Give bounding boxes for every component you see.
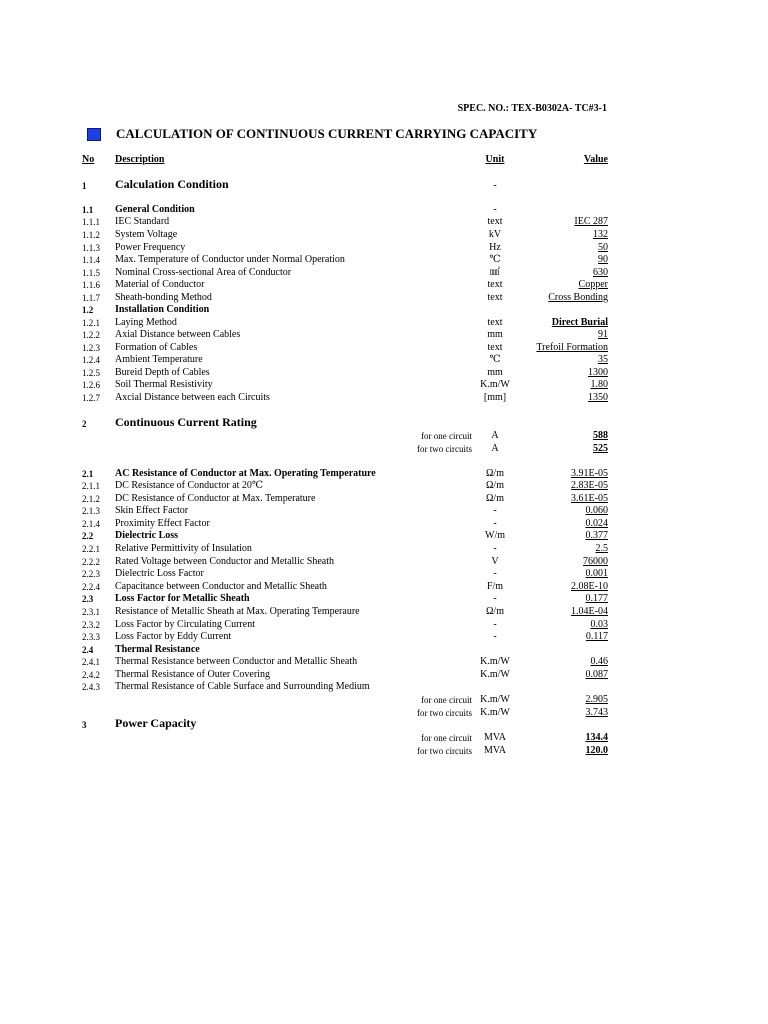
row-description: Resistance of Metallic Sheath at Max. Operating Temperaure bbox=[115, 606, 360, 617]
row-description: Calculation Condition bbox=[115, 177, 229, 191]
document-title: CALCULATION OF CONTINUOUS CURRENT CARRYING CAPACITY bbox=[116, 126, 538, 141]
row-number: 1.1.7 bbox=[82, 293, 100, 303]
row-description: Loss Factor by Circulating Current bbox=[115, 619, 255, 630]
row-description: Max. Temperature of Conductor under Normal Operation bbox=[115, 254, 345, 265]
row-number: 3 bbox=[82, 720, 87, 730]
row-number: 2.2.2 bbox=[82, 557, 100, 567]
row-value: 0.087 bbox=[585, 669, 608, 680]
row-unit: W/m bbox=[485, 530, 505, 541]
column-header-value: Value bbox=[583, 154, 608, 165]
row-value: Copper bbox=[578, 279, 608, 290]
row-value: 0.46 bbox=[590, 656, 608, 667]
row-description: Loss Factor by Eddy Current bbox=[115, 631, 232, 642]
row-number: 2.3.3 bbox=[82, 632, 100, 642]
table-row bbox=[0, 279, 768, 291]
row-unit: A bbox=[491, 443, 499, 454]
table-row bbox=[0, 518, 768, 530]
row-number: 1.1.1 bbox=[82, 217, 100, 227]
row-number: 1.2.1 bbox=[82, 318, 100, 328]
row-value: 2.83E-05 bbox=[571, 480, 608, 491]
row-number: 1.2 bbox=[82, 305, 94, 315]
row-description: General Condition bbox=[115, 204, 195, 215]
section-row bbox=[0, 716, 768, 731]
table-row bbox=[0, 669, 768, 681]
row-description: Material of Conductor bbox=[115, 279, 205, 290]
table-row bbox=[0, 468, 768, 480]
table-row bbox=[0, 694, 768, 706]
row-description: Ambient Temperature bbox=[115, 354, 203, 365]
row-unit: K.m/W bbox=[480, 669, 510, 680]
row-description: Axial Distance between Cables bbox=[115, 329, 241, 340]
table-row bbox=[0, 493, 768, 505]
row-unit: text bbox=[487, 342, 503, 353]
row-sub-label: for two circuits bbox=[417, 746, 472, 756]
table-row bbox=[0, 644, 768, 656]
row-unit: K.m/W bbox=[480, 379, 510, 390]
table-row bbox=[0, 379, 768, 391]
row-value: 630 bbox=[593, 267, 608, 278]
row-description: Formation of Cables bbox=[115, 342, 198, 353]
row-number: 2.1.2 bbox=[82, 494, 100, 504]
row-value: 1.04E-04 bbox=[571, 606, 608, 617]
row-number: 1.1.6 bbox=[82, 280, 100, 290]
row-value: 0.001 bbox=[585, 568, 608, 579]
row-value: 76000 bbox=[583, 556, 608, 567]
row-description: Loss Factor for Metallic Sheath bbox=[115, 593, 250, 604]
row-value: 0.060 bbox=[585, 505, 608, 516]
row-description: Thermal Resistance of Cable Surface and Surrounding Medium bbox=[115, 681, 370, 692]
row-value: 120.0 bbox=[585, 745, 608, 756]
row-description: Proximity Effect Factor bbox=[115, 518, 210, 529]
row-unit: Ω/m bbox=[486, 468, 504, 479]
table-row bbox=[0, 443, 768, 455]
column-header-description: Description bbox=[115, 154, 165, 165]
row-description: Installation Condition bbox=[115, 304, 210, 315]
row-description: System Voltage bbox=[115, 229, 178, 240]
row-sub-label: for two circuits bbox=[417, 708, 472, 718]
row-unit: A bbox=[491, 430, 499, 441]
row-value: IEC 287 bbox=[574, 216, 608, 227]
table-row bbox=[0, 204, 768, 216]
table-row bbox=[0, 745, 768, 757]
row-sub-label: for one circuit bbox=[421, 431, 472, 441]
row-number: 1.1.5 bbox=[82, 268, 100, 278]
row-description: Skin Effect Factor bbox=[115, 505, 189, 516]
row-number: 2.2.3 bbox=[82, 569, 100, 579]
row-description: Capacitance between Conductor and Metallic Sheath bbox=[115, 581, 327, 592]
row-value: 1350 bbox=[588, 392, 608, 403]
table-row bbox=[0, 505, 768, 517]
row-unit: - bbox=[493, 180, 497, 191]
row-value: 50 bbox=[598, 242, 608, 253]
row-number: 1.1.3 bbox=[82, 243, 100, 253]
row-number: 2.1.1 bbox=[82, 481, 100, 491]
row-unit: Ω/m bbox=[486, 606, 504, 617]
row-value: 525 bbox=[593, 443, 608, 454]
row-sub-label: for one circuit bbox=[421, 695, 472, 705]
row-unit: MVA bbox=[483, 732, 507, 743]
table-row bbox=[0, 267, 768, 279]
row-description: Soil Thermal Resistivity bbox=[115, 379, 213, 390]
row-unit: Ω/m bbox=[486, 493, 504, 504]
row-number: 1.2.7 bbox=[82, 393, 100, 403]
row-value: 3.91E-05 bbox=[571, 468, 608, 479]
row-value: 35 bbox=[598, 354, 608, 365]
row-value: 0.024 bbox=[585, 518, 608, 529]
row-number: 1.2.5 bbox=[82, 368, 100, 378]
row-value: Cross Bonding bbox=[548, 292, 608, 303]
table-row bbox=[0, 581, 768, 593]
table-row bbox=[0, 568, 768, 580]
row-unit: K.m/W bbox=[480, 694, 510, 705]
table-row bbox=[0, 732, 768, 744]
row-value: 0.117 bbox=[585, 631, 608, 642]
row-description: DC Resistance of Conductor at Max. Temperature bbox=[115, 493, 316, 504]
row-unit: text bbox=[487, 279, 503, 290]
row-unit: V bbox=[491, 556, 499, 567]
row-number: 2.2 bbox=[82, 531, 94, 541]
row-description: Bureid Depth of Cables bbox=[115, 367, 210, 378]
table-row bbox=[0, 367, 768, 379]
row-number: 2.2.4 bbox=[82, 582, 100, 592]
row-number: 1 bbox=[82, 181, 87, 191]
row-unit: text bbox=[487, 292, 503, 303]
row-unit: - bbox=[493, 619, 497, 630]
table-row bbox=[0, 242, 768, 254]
row-unit: - bbox=[493, 568, 497, 579]
table-row bbox=[0, 317, 768, 329]
row-unit: ㎟ bbox=[490, 267, 500, 278]
table-row bbox=[0, 681, 768, 693]
row-number: 1.1 bbox=[82, 205, 94, 215]
row-value: Direct Burial bbox=[551, 317, 608, 328]
row-unit: K.m/W bbox=[480, 707, 510, 718]
row-unit: kV bbox=[488, 229, 502, 240]
table-row bbox=[0, 631, 768, 643]
row-unit: - bbox=[493, 593, 497, 604]
row-number: 2.3 bbox=[82, 594, 94, 604]
row-value: 0.377 bbox=[585, 530, 608, 541]
row-number: 2.4.1 bbox=[82, 657, 100, 667]
row-description: Dielectric Loss bbox=[115, 530, 179, 541]
section-row bbox=[0, 415, 768, 430]
row-unit: - bbox=[493, 505, 497, 516]
row-unit: [mm] bbox=[483, 392, 507, 403]
row-sub-label: for two circuits bbox=[417, 444, 472, 454]
row-unit: text bbox=[487, 317, 503, 328]
table-row bbox=[0, 229, 768, 241]
table-row bbox=[0, 354, 768, 366]
table-row bbox=[0, 216, 768, 228]
row-value: 1300 bbox=[588, 367, 608, 378]
row-unit: MVA bbox=[483, 745, 507, 756]
table-row bbox=[0, 593, 768, 605]
table-row bbox=[0, 329, 768, 341]
row-description: Laying Method bbox=[115, 317, 177, 328]
row-description: Power Capacity bbox=[115, 716, 197, 730]
table-row bbox=[0, 656, 768, 668]
row-number: 1.1.2 bbox=[82, 230, 100, 240]
row-unit: mm bbox=[487, 329, 503, 340]
row-description: Axcial Distance between each Circuits bbox=[115, 392, 270, 403]
table-row bbox=[0, 292, 768, 304]
section-row bbox=[0, 177, 768, 192]
row-unit: Ω/m bbox=[486, 480, 504, 491]
row-value: 3.743 bbox=[585, 707, 608, 718]
table-row bbox=[0, 530, 768, 542]
title-row bbox=[87, 126, 538, 142]
row-unit: K.m/W bbox=[480, 656, 510, 667]
table-row bbox=[0, 430, 768, 442]
row-value: 2.08E-10 bbox=[571, 581, 608, 592]
row-number: 1.2.4 bbox=[82, 355, 100, 365]
table-row bbox=[0, 480, 768, 492]
table-row bbox=[0, 254, 768, 266]
row-description: IEC Standard bbox=[115, 216, 170, 227]
row-value: 588 bbox=[593, 430, 608, 441]
row-number: 2.3.2 bbox=[82, 620, 100, 630]
row-unit: - bbox=[493, 543, 497, 554]
row-description: Continuous Current Rating bbox=[115, 415, 257, 429]
row-description: Relative Permittivity of Insulation bbox=[115, 543, 252, 554]
table-row bbox=[0, 304, 768, 316]
row-sub-label: for one circuit bbox=[421, 733, 472, 743]
row-number: 1.2.2 bbox=[82, 330, 100, 340]
row-unit: Hz bbox=[489, 242, 501, 253]
row-value: 91 bbox=[598, 329, 608, 340]
blue-square-icon bbox=[87, 128, 101, 141]
table-row bbox=[0, 606, 768, 618]
row-number: 2.1 bbox=[82, 469, 94, 479]
row-value: 134.4 bbox=[585, 732, 608, 743]
spec-number: SPEC. NO.: TEX-B0302A- TC#3-1 bbox=[457, 103, 607, 114]
row-description: Nominal Cross-sectional Area of Conductor bbox=[115, 267, 292, 278]
row-value: 0.03 bbox=[590, 619, 608, 630]
row-description: Power Frequency bbox=[115, 242, 186, 253]
row-number: 2.4.2 bbox=[82, 670, 100, 680]
column-header-unit: Unit bbox=[485, 154, 505, 165]
row-number: 1.1.4 bbox=[82, 255, 100, 265]
row-value: 90 bbox=[598, 254, 608, 265]
row-description: AC Resistance of Conductor at Max. Operating Temperature bbox=[115, 468, 376, 479]
row-description: Thermal Resistance of Outer Covering bbox=[115, 669, 270, 680]
row-unit: ℃ bbox=[489, 354, 501, 365]
row-value: 132 bbox=[593, 229, 608, 240]
row-unit: F/m bbox=[486, 581, 504, 592]
table-row bbox=[0, 342, 768, 354]
row-unit: - bbox=[493, 204, 497, 215]
table-row bbox=[0, 392, 768, 404]
row-number: 2.2.1 bbox=[82, 544, 100, 554]
row-number: 2.1.4 bbox=[82, 519, 100, 529]
row-unit: text bbox=[487, 216, 503, 227]
row-number: 1.2.6 bbox=[82, 380, 100, 390]
row-description: Dielectric Loss Factor bbox=[115, 568, 204, 579]
row-number: 2.4 bbox=[82, 645, 94, 655]
table-row bbox=[0, 556, 768, 568]
row-number: 1.2.3 bbox=[82, 343, 100, 353]
table-row bbox=[0, 543, 768, 555]
row-unit: - bbox=[493, 631, 497, 642]
table-row bbox=[0, 619, 768, 631]
row-description: Thermal Resistance bbox=[115, 644, 200, 655]
row-value: Trefoil Formation bbox=[536, 342, 608, 353]
column-header-no: No bbox=[82, 154, 95, 165]
row-value: 2.5 bbox=[595, 543, 608, 554]
row-description: Thermal Resistance between Conductor and Metallic Sheath bbox=[115, 656, 358, 667]
row-number: 2 bbox=[82, 419, 87, 429]
row-number: 2.1.3 bbox=[82, 506, 100, 516]
row-unit: - bbox=[493, 518, 497, 529]
row-description: DC Resistance of Conductor at 20℃ bbox=[115, 480, 264, 491]
row-value: 0.177 bbox=[585, 593, 608, 604]
row-unit: mm bbox=[487, 367, 503, 378]
row-number: 2.3.1 bbox=[82, 607, 100, 617]
row-description: Rated Voltage between Conductor and Metallic Sheath bbox=[115, 556, 335, 567]
row-value: 3.61E-05 bbox=[571, 493, 608, 504]
row-value: 2.905 bbox=[585, 694, 608, 705]
row-description: Sheath-bonding Method bbox=[115, 292, 212, 303]
row-number: 2.4.3 bbox=[82, 682, 100, 692]
row-value: 1.80 bbox=[590, 379, 608, 390]
row-unit: ℃ bbox=[489, 254, 501, 265]
